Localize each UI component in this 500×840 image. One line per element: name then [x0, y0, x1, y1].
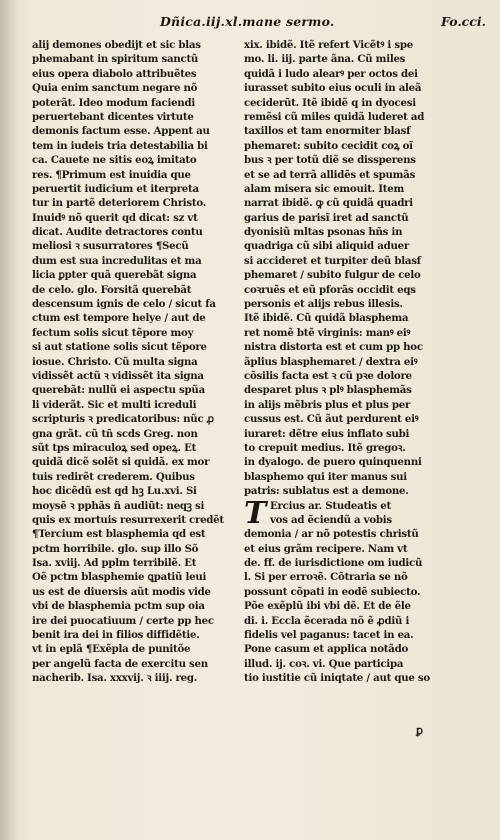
text-line: Quia enim sanctum negare nõ [32, 82, 198, 95]
text-line: pctm horribile. glo. sup illo Sõ [32, 542, 199, 555]
text-line: Itẽ ibidẽ. Cũ quidã blasphema [244, 312, 409, 325]
text-line: ¶Tercium est blasphemia qd est [32, 528, 206, 541]
text-line: fidelis vel paganus: tacet in ea. [244, 629, 414, 642]
text-line: garius de parisĩ iret ad sanctũ [244, 211, 409, 224]
text-line: di. i. Eccla ẽcerada nõ ẽ ꝓdiũ i [244, 614, 410, 627]
text-line: l. Si per erroꝛẽ. Cõtraria se nõ [244, 571, 408, 584]
text-line: peruertit iudicium et iterpreta [32, 182, 199, 195]
text-line: desparet plus ꝛ plꝰ blasphemãs [244, 384, 412, 397]
text-line: vidissẽt actũ ꝛ vidissẽt ita signa [32, 369, 204, 382]
right-column-bottom-block [244, 527, 460, 685]
text-line: iuraret: dẽtre eius inflato subi [244, 427, 410, 440]
text-line: ire dei puocatiuum / certe pp hec [32, 614, 214, 627]
text-line: res. ¶Primum est inuidia que [32, 168, 191, 181]
text-line: peruertebant dicentes virtute [32, 110, 194, 123]
text-line: Oẽ pctm blasphemie ꝗpatiũ leui [32, 571, 207, 584]
text-line: cussus est. Cũ ãut perdurent eiꝰ [244, 413, 419, 426]
running-title: Dñica.iij.xl.mane sermo. [160, 14, 335, 29]
text-line: nacherib. Isa. xxxvij. ꝛ iiij. reg. [32, 672, 198, 685]
text-line: mo. li. iij. parte ãna. Cũ miles [244, 53, 406, 66]
dropcap-initial: T [243, 495, 267, 531]
text-line: taxillos et tam enormiter blasf [244, 125, 411, 138]
page-gutter-shadow [0, 0, 18, 840]
text-line: si accideret et turpiter deũ blasf [244, 254, 421, 267]
text-line: nistra distorta est et cum pp hoc [244, 341, 423, 354]
text-line: quidã dicẽ solẽt si quidã. ex mor [32, 456, 210, 469]
running-head [160, 8, 486, 36]
text-line: alam misera sic emouit. Item [244, 182, 404, 195]
text-line: Pone casum et applica notãdo [244, 643, 408, 656]
text-line: fectum solis sicut tẽpore moy [32, 326, 194, 339]
text-line: hoc dicẽdũ est qd hꝫ Lu.xvi. Si [32, 485, 197, 498]
text-line: benit ira dei in filios diffidẽtie. [32, 629, 200, 642]
text-line: remẽsi cũ miles quidã luderet ad [244, 110, 425, 123]
text-line: querebãt: nullũ ei aspectu spũa [32, 384, 205, 397]
text-line: vbi de blasphemia pctm sup oia [32, 600, 205, 613]
text-line: vos ad ẽciendũ a vobis [270, 513, 392, 526]
text-line: ceciderũt. Itẽ ibidẽ q in dyocesi [244, 96, 416, 109]
text-line: demonia / ar nõ potestis christũ [244, 528, 419, 541]
folio-number: Fo.cci. [441, 14, 486, 29]
text-line: tur in partẽ deteriorem Christo. [32, 197, 207, 210]
dropcap-paragraph [243, 495, 460, 531]
text-line: per angelũ facta de exercitu sen [32, 657, 208, 670]
text-line: tuis redirẽt crederem. Quibus [32, 470, 195, 483]
text-line: scripturis ꝛ predicatoribus: nũc ꝓ [32, 413, 214, 426]
text-line: narrat ibidẽ. ꝙ cũ quidã quadri [244, 197, 413, 210]
text-line: tio iustitie cũ iniqtate / aut que so [244, 672, 430, 685]
text-line: Isa. xviij. Ad pplm terribilẽ. Et [32, 557, 197, 570]
text-line: li viderãt. Sic et multi icreduli [32, 398, 197, 411]
text-line: de. ff. de iurisdictione om iudicũ [244, 557, 423, 570]
text-line: si aut statione solis sicut tẽpore [32, 341, 207, 354]
text-line: licia ꝑpter quã querebãt signa [32, 269, 197, 282]
text-line: et eius grãm recipere. Nam vt [244, 542, 408, 555]
text-line: demonis factum esse. Appent au [32, 125, 210, 138]
text-line: phemaret / subito fulgur de celo [244, 269, 421, 282]
text-line: alij demones obedijt et sic blas [32, 39, 201, 51]
right-column-top-block [244, 38, 460, 499]
text-line: poterãt. Ideo modum faciendi [32, 96, 195, 109]
text-line: coꝛruẽs et eũ pforãs occidit eqs [244, 283, 416, 296]
text-line: dicat. Audite detractores contu [32, 226, 203, 239]
text-line: in dyalogo. de puero quinquenni [244, 456, 422, 469]
text-line: iurasset subito eius oculi in aleã [244, 82, 422, 95]
text-line: ca. Cauete ne sitis eoꝝ imitato [32, 154, 197, 167]
text-line: Ercius ar. Studeatis et [270, 499, 391, 512]
text-line: in alijs mẽbris plus et plus per [244, 398, 411, 411]
text-line: to crepuit medius. Itẽ gregoꝛ. [244, 441, 406, 454]
text-line: Inuidꝰ nõ querit qd dicat: sz vt [32, 211, 198, 224]
text-line: quadriga cũ sibi aliquid aduer [244, 240, 409, 253]
text-line: meliosi ꝛ susurratores ¶Secũ [32, 240, 189, 253]
text-line: personis et alijs rebus illesis. [244, 298, 403, 311]
text-line: dyonisiũ mltas psonas hñs in [244, 226, 403, 239]
text-line: moysẽ ꝛ pphãs ñ audiũt: neqꝫ si [32, 499, 205, 512]
text-line: sũt tps miraculoꝝ sed opeꝝ. Et [32, 441, 197, 454]
text-line: iosue. Christo. Cũ multa signa [32, 355, 198, 368]
text-line: phemabant in spiritum sanctũ [32, 53, 199, 66]
text-line: bus ꝛ per totũ diẽ se dissperens [244, 154, 416, 167]
dropcap-lines [244, 499, 460, 528]
text-line: vt in eplã ¶Exẽpla de punitõe [32, 643, 191, 656]
text-line: descensum ignis de celo / sicut fa [32, 298, 216, 311]
text-line: us est de diuersis aũt modis vide [32, 585, 211, 598]
text-line: cõsilis facta est ꝛ cũ pꝛe dolore [244, 369, 412, 382]
catchword: ꝑ [416, 724, 423, 737]
text-line: patris: sublatus est a demone. [244, 485, 409, 498]
text-line: ctum est tempore helye / aut de [32, 312, 206, 325]
text-line: phemaret: subito cecidit coꝝ oĩ [244, 139, 413, 152]
left-text-column [32, 38, 250, 686]
right-text-column [244, 38, 460, 686]
text-line: eius opera diabolo attribuẽtes [32, 67, 197, 80]
text-line: blasphemo qui iter manus sui [244, 470, 407, 483]
text-line: quis ex mortuis resurrexerit credẽt [32, 513, 224, 526]
text-line: xix. ibidẽ. Itẽ refert Vicẽtꝰ i spe [244, 39, 413, 51]
text-line: tem in iudeis tria detestabilia bi [32, 139, 208, 152]
text-line: possunt cõpati in eodẽ subiecto. [244, 585, 421, 598]
text-line: Põe exẽplũ ibi vbi dẽ. Et de ẽle [244, 600, 411, 613]
text-line: illud. ij. coꝛ. vi. Que participa [244, 657, 404, 670]
text-line: gna grãt. cũ tñ scds Greg. non [32, 427, 198, 440]
text-line: et se ad terrã allidẽs et spumãs [244, 168, 416, 181]
text-line: quidã i ludo alearꝰ per octos dei [244, 67, 418, 80]
text-line: ret nomẽ btẽ virginis: manꝰ eiꝰ [244, 326, 411, 339]
text-line: de celo. glo. Forsitã querebãt [32, 283, 192, 296]
text-line: ãplius blasphemaret / dextra eiꝰ [244, 355, 418, 368]
text-line: dum est sua incredulitas et ma [32, 254, 202, 267]
